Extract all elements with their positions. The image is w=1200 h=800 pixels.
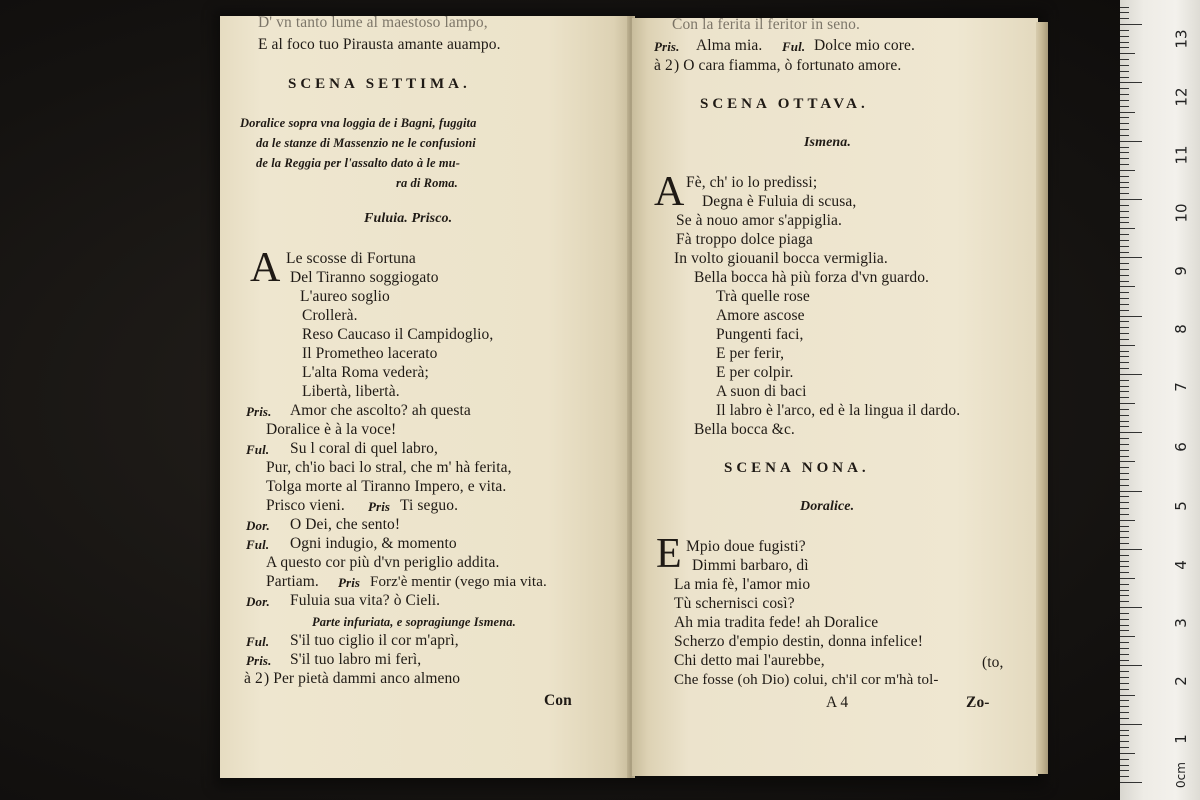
ruler-tick — [1120, 24, 1142, 25]
verse-line: Fà troppo dolce piaga — [676, 231, 813, 248]
ruler-number: 10 — [1172, 203, 1191, 223]
verse-line: O Dei, che sento! — [290, 516, 401, 533]
ruler-tick — [1120, 537, 1129, 538]
ruler-tick — [1120, 607, 1142, 608]
ruler-tick — [1120, 461, 1135, 462]
ruler-tick — [1120, 252, 1129, 253]
ruler-tick — [1120, 776, 1129, 777]
ruler-tick — [1120, 286, 1135, 287]
verse-line: S'il tuo ciglio il cor m'aprì, — [290, 632, 459, 649]
ruler-tick — [1120, 158, 1129, 159]
ruler-number: 13 — [1172, 29, 1191, 49]
ruler-tick — [1120, 59, 1129, 60]
verse-line: Doralice è à la voce! — [266, 421, 397, 438]
ruler-unit-label: 0cm — [1173, 762, 1188, 788]
ruler-tick — [1120, 782, 1142, 783]
catchword: Zo- — [966, 694, 990, 711]
verse-line: Bella bocca &c. — [694, 421, 795, 438]
ruler-tick — [1120, 700, 1129, 701]
scene-title: SCENA OTTAVA. — [700, 96, 869, 112]
ruler-tick — [1120, 630, 1129, 631]
ruler-tick — [1120, 514, 1129, 515]
ruler-tick — [1120, 141, 1142, 142]
scene-title: SCENA NONA. — [724, 460, 870, 476]
ruler-tick — [1120, 590, 1129, 591]
ruler-tick — [1120, 508, 1129, 509]
ruler-tick — [1120, 164, 1129, 165]
ruler-tick — [1120, 444, 1129, 445]
ruler-tick — [1120, 502, 1129, 503]
ruler-tick — [1120, 275, 1129, 276]
verse-line: Che fosse (oh Dio) colui, ch'il cor m'hà tol- — [674, 672, 939, 688]
ruler-tick — [1120, 601, 1129, 602]
ruler-tick — [1120, 351, 1129, 352]
ruler-tick — [1120, 316, 1142, 317]
ruler-tick — [1120, 88, 1129, 89]
ruler-tick — [1120, 82, 1142, 83]
ruler-tick — [1120, 257, 1142, 258]
ruler-tick — [1120, 426, 1129, 427]
ruler-tick — [1120, 578, 1135, 579]
ruler-tick — [1120, 321, 1129, 322]
verse-line: Il Prometheo lacerato — [302, 345, 438, 362]
ruler-tick — [1120, 747, 1129, 748]
ruler-tick — [1120, 269, 1129, 270]
ruler-number: 2 — [1171, 676, 1190, 686]
ruler-tick — [1120, 409, 1129, 410]
ruler-tick — [1120, 549, 1142, 550]
ruler-tick — [1120, 695, 1135, 696]
ruler-tick — [1120, 234, 1129, 235]
verse-line: Fè, ch' io lo predissi; — [686, 174, 818, 191]
verse-line: Scherzo d'empio destin, donna infelice! — [674, 633, 924, 650]
ruler-tick — [1120, 467, 1129, 468]
stage-direction-line: ra di Roma. — [396, 176, 458, 190]
ruler-tick — [1120, 170, 1135, 171]
speaker-label: Ful. — [246, 634, 270, 649]
ruler-tick — [1120, 496, 1129, 497]
verse-line: Alma mia. — [696, 37, 763, 54]
ruler-tick — [1120, 566, 1129, 567]
ruler-tick — [1120, 211, 1129, 212]
speaker-label: Pris. — [654, 39, 680, 54]
speaker-label: à 2 — [244, 670, 263, 687]
ruler-tick — [1120, 30, 1129, 31]
top-partial-line: D' vn tanto lume al maestoso lampo, — [258, 16, 488, 31]
ruler-tick — [1120, 648, 1129, 649]
ruler-tick — [1120, 246, 1129, 247]
right-page — [632, 18, 1038, 776]
speaker-label: à 2 — [654, 57, 673, 74]
speaker-label: Ful. — [246, 442, 270, 457]
ruler-tick — [1120, 706, 1129, 707]
verse-line: Ti seguo. — [400, 497, 459, 514]
verse-line: La mia fè, l'amor mio — [674, 576, 811, 593]
ruler-tick — [1120, 391, 1129, 392]
ruler-tick — [1120, 595, 1129, 596]
ruler-tick — [1120, 374, 1142, 375]
ruler-tick — [1120, 712, 1129, 713]
stage-direction-line: Doralice sopra vna loggia de i Bagni, fuggita — [240, 116, 477, 130]
ruler-tick — [1120, 724, 1142, 725]
verse-line: Amore ascose — [716, 307, 805, 324]
drop-cap: E — [656, 531, 682, 577]
characters-line: Fuluia. Prisco. — [364, 211, 453, 226]
verse-line: L'alta Roma vederà; — [302, 364, 429, 381]
ruler-number: 5 — [1171, 501, 1190, 511]
ruler-tick — [1120, 147, 1129, 148]
ruler-number: 8 — [1171, 324, 1190, 334]
ruler-tick — [1120, 77, 1129, 78]
ruler-tick — [1120, 100, 1129, 101]
ruler-number: 9 — [1171, 266, 1190, 276]
ruler-tick — [1120, 671, 1129, 672]
ruler-tick — [1120, 228, 1135, 229]
left-page — [220, 16, 630, 778]
ruler-tick — [1120, 619, 1129, 620]
turnover-text: (to, — [982, 654, 1004, 671]
ruler-tick — [1120, 741, 1129, 742]
ruler-number: 6 — [1171, 442, 1190, 452]
ruler-tick — [1120, 129, 1129, 130]
ruler-tick — [1120, 182, 1129, 183]
ruler-tick — [1120, 152, 1129, 153]
stage-direction: Parte infuriata, e sopragiunge Ismena. — [312, 615, 516, 629]
verse-line: Pur, ch'io baci lo stral, che m' hà ferita, — [266, 459, 512, 476]
ruler-tick — [1120, 531, 1129, 532]
signature-mark: A 4 — [826, 694, 849, 711]
ruler-tick — [1120, 36, 1129, 37]
speaker-label: Pris. — [246, 653, 272, 668]
drop-cap: A — [250, 245, 281, 291]
ruler-tick — [1120, 298, 1129, 299]
stage-direction-line: da le stanze di Massenzio ne le confusioni — [256, 136, 476, 150]
ruler-tick — [1120, 642, 1129, 643]
ruler-tick — [1120, 584, 1129, 585]
ruler-tick — [1120, 263, 1129, 264]
ruler-tick — [1120, 572, 1129, 573]
ruler-tick — [1120, 759, 1129, 760]
ruler-tick — [1120, 485, 1129, 486]
verse-line: Prisco vieni. — [266, 497, 345, 514]
ruler-tick — [1120, 368, 1129, 369]
verse-line: Pungenti faci, — [716, 326, 804, 343]
ruler-tick — [1120, 555, 1129, 556]
ruler-tick — [1120, 123, 1129, 124]
verse-line: Amor che ascolto? ah questa — [290, 402, 471, 419]
ruler-tick — [1120, 479, 1129, 480]
ruler-tick — [1120, 12, 1129, 13]
ruler-tick — [1120, 53, 1135, 54]
ruler-tick — [1120, 310, 1129, 311]
verse-line: Degna è Fuluia di scusa, — [702, 193, 857, 210]
ruler-tick — [1120, 438, 1129, 439]
verse-line: Chi detto mai l'aurebbe, — [674, 652, 825, 669]
verse-line: Su l coral di quel labro, — [290, 440, 438, 457]
characters-line: Doralice. — [800, 499, 855, 514]
ruler-tick — [1120, 222, 1129, 223]
ruler-tick — [1120, 176, 1129, 177]
verse-line: E al foco tuo Pirausta amante auampo. — [258, 36, 501, 53]
verse-line: ) Per pietà dammi anco almeno — [264, 670, 461, 687]
measuring-ruler — [1120, 0, 1200, 800]
ruler-tick — [1120, 339, 1129, 340]
verse-line: Ogni indugio, & momento — [290, 535, 457, 552]
catchword: Con — [544, 692, 572, 709]
characters-line: Ismena. — [804, 135, 851, 150]
ruler-tick — [1120, 613, 1129, 614]
ruler-tick — [1120, 71, 1129, 72]
speaker-label: Pris. — [246, 404, 272, 419]
ruler-number: 3 — [1171, 618, 1190, 628]
verse-line: Partiam. — [266, 573, 319, 590]
verse-line: Mpio doue fugisti? — [686, 538, 806, 555]
ruler-tick — [1120, 7, 1129, 8]
ruler-tick — [1120, 345, 1135, 346]
ruler-tick — [1120, 456, 1129, 457]
ruler-tick — [1120, 193, 1129, 194]
ruler-tick — [1120, 112, 1135, 113]
ruler-tick — [1120, 362, 1129, 363]
ruler-number: 4 — [1171, 560, 1190, 570]
ruler-tick — [1120, 397, 1129, 398]
verse-line: Trà quelle rose — [716, 288, 810, 305]
ruler-tick — [1120, 415, 1129, 416]
ruler-tick — [1120, 491, 1142, 492]
ruler-tick — [1120, 240, 1129, 241]
verse-line: Libertà, libertà. — [302, 383, 400, 400]
ruler-tick — [1120, 217, 1129, 218]
ruler-number: 1 — [1171, 734, 1190, 744]
ruler-tick — [1120, 18, 1129, 19]
verse-line: Tolga morte al Tiranno Impero, e vita. — [266, 478, 507, 495]
top-partial-line: Con la ferita il feritor in seno. — [672, 18, 860, 33]
ruler-tick — [1120, 199, 1142, 200]
ruler-tick — [1120, 665, 1142, 666]
verse-line: Se à nouo amor s'appiglia. — [676, 212, 842, 229]
verse-line: Dolce mio core. — [814, 37, 915, 54]
ruler-number: 7 — [1171, 382, 1190, 392]
verse-line: Ah mia tradita fede! ah Doralice — [674, 614, 879, 631]
ruler-tick — [1120, 187, 1129, 188]
verse-line: Tù schernisci così? — [674, 595, 795, 612]
ruler-tick — [1120, 304, 1129, 305]
verse-line: Bella bocca hà più forza d'vn guardo. — [694, 269, 930, 286]
ruler-number: 11 — [1172, 145, 1191, 165]
ruler-tick — [1120, 730, 1129, 731]
verse-line: In volto giouanil bocca vermiglia. — [674, 250, 888, 267]
ruler-tick — [1120, 543, 1129, 544]
verse-line: E per ferir, — [716, 345, 785, 362]
ruler-tick — [1120, 281, 1129, 282]
ruler-tick — [1120, 333, 1129, 334]
stage-direction-line: de la Reggia per l'assalto dato à le mu- — [256, 156, 460, 170]
ruler-tick — [1120, 683, 1129, 684]
verse-line: Dimmi barbaro, dì — [692, 557, 809, 574]
ruler-tick — [1120, 473, 1129, 474]
speaker-label: Pris — [368, 499, 391, 514]
ruler-tick — [1120, 47, 1129, 48]
verse-line: E per colpir. — [716, 364, 794, 381]
ruler-tick — [1120, 292, 1129, 293]
ruler-tick — [1120, 625, 1129, 626]
ruler-tick — [1120, 403, 1135, 404]
speaker-label: Ful. — [782, 39, 806, 54]
ruler-tick — [1120, 205, 1129, 206]
scene-title: SCENA SETTIMA. — [288, 76, 471, 92]
ruler-tick — [1120, 117, 1129, 118]
ruler-tick — [1120, 526, 1129, 527]
ruler-tick — [1120, 450, 1129, 451]
ruler-tick — [1120, 689, 1129, 690]
speaker-label: Dor. — [246, 594, 270, 609]
verse-line: Fuluia sua vita? ò Cieli. — [290, 592, 441, 609]
ruler-tick — [1120, 636, 1135, 637]
ruler-tick — [1120, 654, 1129, 655]
verse-line: L'aureo soglio — [300, 288, 390, 305]
ruler-tick — [1120, 735, 1129, 736]
verse-line: Il labro è l'arco, ed è la lingua il dardo. — [716, 402, 961, 419]
verse-line: Reso Caucaso il Campidoglio, — [302, 326, 494, 343]
ruler-tick — [1120, 753, 1135, 754]
drop-cap: A — [654, 169, 685, 215]
ruler-tick — [1120, 718, 1129, 719]
ruler-tick — [1120, 765, 1129, 766]
ruler-tick — [1120, 135, 1129, 136]
verse-line: Forz'è mentir (vego mia vita. — [370, 574, 547, 590]
verse-line: Del Tiranno soggiogato — [290, 269, 439, 286]
ruler-tick — [1120, 421, 1129, 422]
ruler-tick — [1120, 520, 1135, 521]
verse-line: S'il tuo labro mi ferì, — [290, 651, 422, 668]
verse-line: A suon di baci — [716, 383, 807, 400]
ruler-tick — [1120, 432, 1142, 433]
page-edge — [1036, 22, 1048, 774]
ruler-tick — [1120, 356, 1129, 357]
ruler-tick — [1120, 327, 1129, 328]
speaker-label: Pris — [338, 575, 361, 590]
ruler-tick — [1120, 94, 1129, 95]
ruler-tick — [1120, 380, 1129, 381]
ruler-tick — [1120, 106, 1129, 107]
speaker-label: Ful. — [246, 537, 270, 552]
ruler-number: 12 — [1172, 87, 1191, 107]
ruler-tick — [1120, 561, 1129, 562]
verse-line: Le scosse di Fortuna — [286, 250, 416, 267]
verse-line: ) O cara fiamma, ò fortunato amore. — [674, 57, 902, 74]
verse-line: Crollerà. — [302, 307, 358, 324]
speaker-label: Dor. — [246, 518, 270, 533]
ruler-tick — [1120, 677, 1129, 678]
ruler-tick — [1120, 65, 1129, 66]
ruler-tick — [1120, 660, 1129, 661]
ruler-tick — [1120, 386, 1129, 387]
ruler-tick — [1120, 770, 1129, 771]
ruler-tick — [1120, 42, 1129, 43]
verse-line: A questo cor più d'vn periglio addita. — [266, 554, 500, 571]
